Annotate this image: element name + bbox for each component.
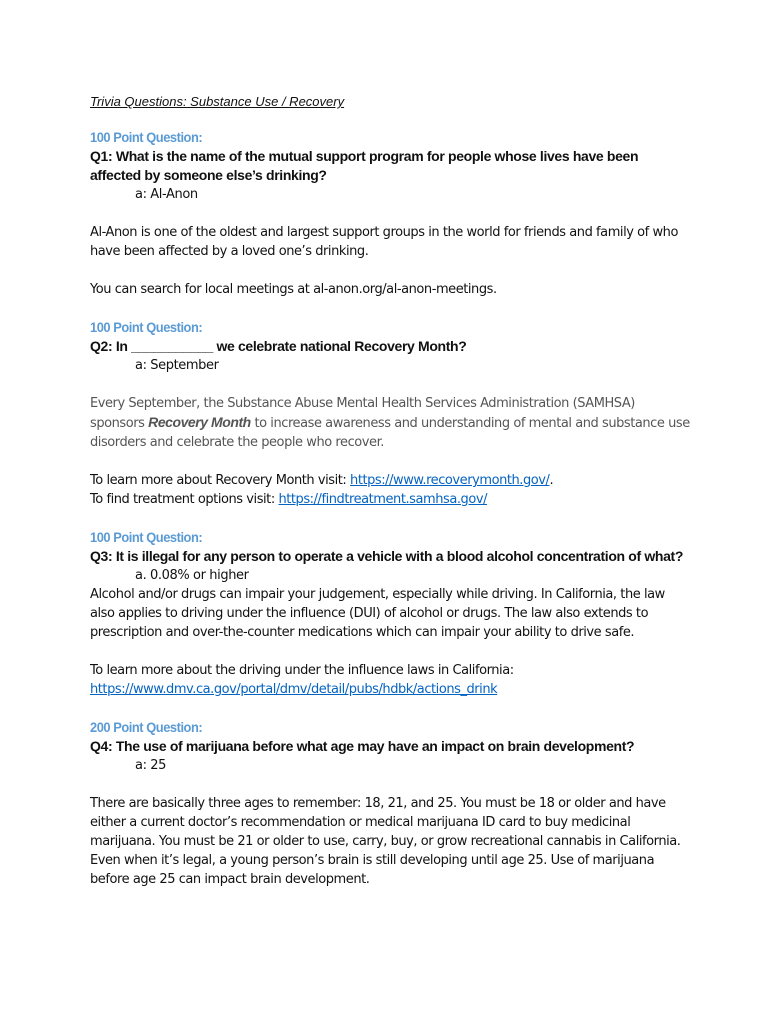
q3-points-heading: 100 Point Question:: [90, 529, 203, 545]
q2-answer: a: September: [135, 358, 219, 373]
q4-answer: a: 25: [135, 758, 167, 773]
q2-points-heading: 100 Point Question:: [90, 319, 203, 335]
q2-question: Q2: In ___________ we celebrate national Recovery Month?: [90, 338, 467, 354]
q3-question: Q3: It is illegal for any person to operate a vehicle with a blood alcohol concentration of what?: [90, 548, 684, 564]
document-page: [90, 92, 690, 889]
q4-question: Q4: The use of marijuana before what age may have an impact on brain development?: [90, 738, 635, 754]
q2-explanation-end: to increase awareness and understanding of mental and substance use disorders and celebrate the people who recover.: [90, 416, 690, 450]
q3-answer: a. 0.08% or higher: [135, 568, 249, 583]
q3-learn-more-label: To learn more about the driving under the influence laws in California:: [90, 663, 514, 678]
q1-question: Q1: What is the name of the mutual support program for people whose lives have been affected by someone else’s drinking?: [90, 148, 639, 183]
q1-meetings-note: You can search for local meetings at al-anon.org/al-anon-meetings.: [90, 282, 497, 297]
q3-explanation: Alcohol and/or drugs can impair your judgement, especially while driving. In California, the law also applies to driving under the influence (DUI) of alcohol or drugs. The law also extends to prescription and over-the-counter medications which can impair your ability to drive safe.: [90, 587, 665, 640]
q2-learn-more: [90, 471, 690, 490]
document-title: Trivia Questions: Substance Use / Recovery: [90, 94, 345, 109]
question-3-section: [90, 528, 690, 718]
q1-answer: a: Al-Anon: [135, 187, 198, 202]
q2-treatment: [90, 490, 690, 509]
q1-points-heading: 100 Point Question:: [90, 129, 203, 145]
question-1-section: [90, 128, 690, 318]
findtreatment-link[interactable]: https://findtreatment.samhsa.gov/: [278, 492, 488, 507]
q2-learn-more-label: To learn more about Recovery Month visit:: [90, 473, 351, 488]
q1-explanation: Al-Anon is one of the oldest and largest support groups in the world for friends and family of who have been affected by a loved one’s drinking.: [90, 225, 678, 259]
q2-treatment-label: To find treatment options visit:: [90, 492, 279, 507]
question-4-section: [90, 718, 690, 889]
q2-explanation-start: Every September, the Substance Abuse Mental Health Services Administration (SAMHSA) sponsors: [90, 396, 635, 431]
q2-learn-more-period: .: [549, 473, 554, 488]
q4-explanation: There are basically three ages to remember: 18, 21, and 25. You must be 18 or older and have either a current doctor’s recommendation or medical marijuana ID card to buy medicinal marijuana. You must be 21 or older to use, carry, buy, or grow recreational cannabis in California. Even when it’s legal, a young person’s brain is still developing until age 25. Use of marijuana before age 25 can impact brain development.: [90, 796, 681, 887]
q4-points-heading: 200 Point Question:: [90, 719, 203, 735]
recoverymonth-link[interactable]: https://www.recoverymonth.gov/: [350, 473, 550, 488]
q2-explanation: [90, 394, 690, 452]
q2-recovery-month-emphasis: Recovery Month: [148, 414, 251, 430]
dmv-link[interactable]: https://www.dmv.ca.gov/portal/dmv/detail/pubs/hdbk/actions_drink: [90, 682, 498, 697]
question-2-section: [90, 318, 690, 528]
